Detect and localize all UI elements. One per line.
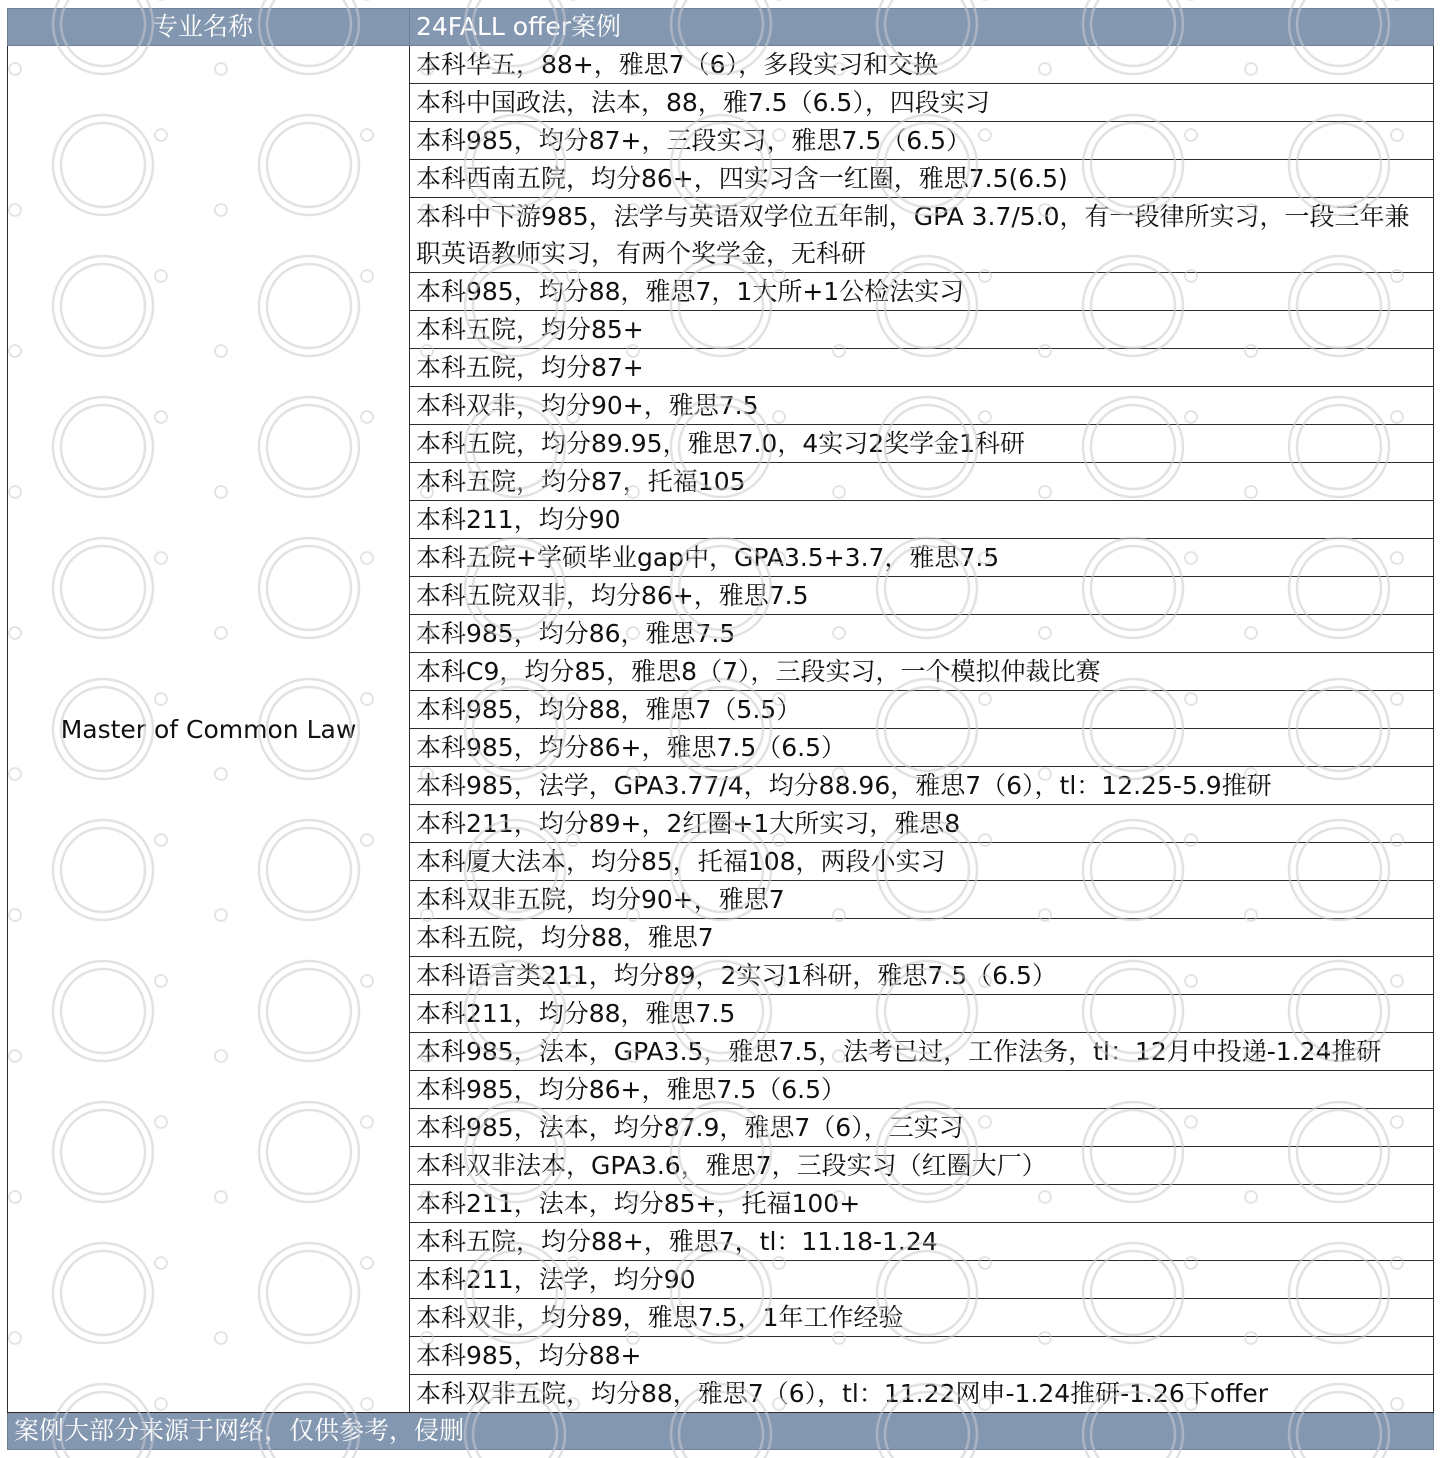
case-cell: 本科985，均分88，雅思7（5.5） [410,691,1434,729]
case-cell: 本科985，均分86+，雅思7.5（6.5） [410,729,1434,767]
case-cell: 本科双非，均分89，雅思7.5，1年工作经验 [410,1299,1434,1337]
case-cell: 本科985，法学，GPA3.77/4，均分88.96，雅思7（6），tl：12.25-5.9推研 [410,767,1434,805]
cases-column-header: 24FALL offer案例 [410,9,1434,46]
case-cell: 本科双非五院，均分88，雅思7（6），tl：11.22网申-1.24推研-1.26下offer [410,1375,1434,1413]
case-cell: 本科211，法本，均分85+，托福100+ [410,1185,1434,1223]
case-cell: 本科五院，均分85+ [410,311,1434,349]
case-cell: 本科211，法学，均分90 [410,1261,1434,1299]
case-cell: 本科C9，均分85，雅思8（7），三段实习，一个模拟仲裁比赛 [410,653,1434,691]
case-cell: 本科双非五院，均分90+，雅思7 [410,881,1434,919]
case-cell: 本科985，法本，均分87.9，雅思7（6），三实习 [410,1109,1434,1147]
case-cell: 本科华五，88+，雅思7（6），多段实习和交换 [410,46,1434,84]
footer-row [8,1413,1434,1450]
case-cell: 本科双非法本，GPA3.6，雅思7，三段实习（红圈大厂） [410,1147,1434,1185]
offer-cases-table [7,8,1434,1450]
case-cell: 本科985，均分86，雅思7.5 [410,615,1434,653]
case-cell: 本科五院，均分88+，雅思7，tl：11.18-1.24 [410,1223,1434,1261]
case-cell: 本科五院双非，均分86+，雅思7.5 [410,577,1434,615]
disclaimer-note: 案例大部分来源于网络，仅供参考，侵删 [8,1413,1434,1450]
case-cell: 本科985，均分86+，雅思7.5（6.5） [410,1071,1434,1109]
case-cell: 本科厦大法本，均分85，托福108，两段小实习 [410,843,1434,881]
case-cell: 本科中国政法，法本，88，雅7.5（6.5），四段实习 [410,84,1434,122]
case-cell: 本科双非，均分90+，雅思7.5 [410,387,1434,425]
program-name-cell: Master of Common Law [8,46,410,1413]
case-cell: 本科五院，均分88，雅思7 [410,919,1434,957]
case-cell: 本科985，均分88+ [410,1337,1434,1375]
program-column-header: 专业名称 [8,9,410,46]
case-cell: 本科五院+学硕毕业gap中，GPA3.5+3.7，雅思7.5 [410,539,1434,577]
case-cell: 本科中下游985，法学与英语双学位五年制，GPA 3.7/5.0，有一段律所实习，一段三年兼职英语教师实习，有两个奖学金，无科研 [410,198,1434,273]
header-row [8,9,1434,46]
case-cell: 本科211，均分88，雅思7.5 [410,995,1434,1033]
case-cell: 本科985，均分88，雅思7，1大所+1公检法实习 [410,273,1434,311]
case-cell: 本科语言类211，均分89，2实习1科研，雅思7.5（6.5） [410,957,1434,995]
cases-body [8,46,1434,1413]
table-row [8,46,1434,84]
case-cell: 本科五院，均分89.95，雅思7.0，4实习2奖学金1科研 [410,425,1434,463]
case-cell: 本科西南五院，均分86+，四实习含一红圈，雅思7.5(6.5) [410,160,1434,198]
case-cell: 本科985，法本，GPA3.5，雅思7.5，法考已过，工作法务，tl：12月中投递-1.24推研 [410,1033,1434,1071]
case-cell: 本科五院，均分87，托福105 [410,463,1434,501]
case-cell: 本科五院，均分87+ [410,349,1434,387]
case-cell: 本科211，均分89+，2红圈+1大所实习，雅思8 [410,805,1434,843]
case-cell: 本科985，均分87+，三段实习，雅思7.5（6.5） [410,122,1434,160]
case-cell: 本科211，均分90 [410,501,1434,539]
